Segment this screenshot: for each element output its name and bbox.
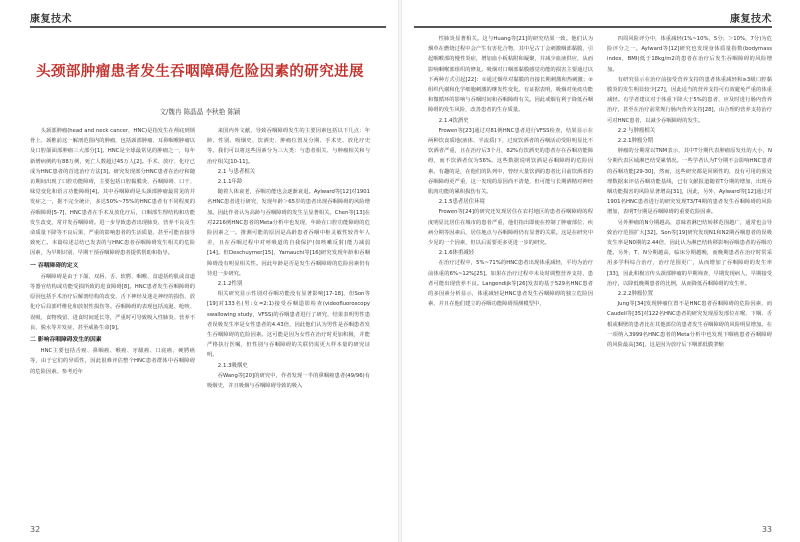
sub-subsection-heading: 2.2.2肿瘤位置 <box>617 291 654 298</box>
paragraph: 吞Wang等[20]的研究中，作者发现一半的鼻咽癌患者(49/96)有吸烟史，并且吸烟与吞咽障碍导致的吸入 <box>207 372 370 390</box>
subsection-heading: 2.1 与患者相关 <box>217 168 256 175</box>
page-gutter <box>398 0 402 542</box>
sub-subsection-heading: 2.1.1年龄 <box>217 179 243 186</box>
sub-subsection-heading: 2.1.4饮酒史 <box>438 117 469 124</box>
article-title: 头颈部肿瘤患者发生吞咽障碍危险因素的研究进展 <box>36 64 364 80</box>
paragraph: 来国内外文献，导致吞咽障碍发生的主要因素包括以下几点：年龄、性别、吸烟史、饮酒史、肿瘤位置及分期、手术史、放化疗史等。我们可以将这些因素分为三大类：与患者相关、与肿瘤相关和与治疗相关[10-11]。 <box>207 128 370 165</box>
text-column-right-1 <box>428 34 593 510</box>
paragraph: HNC主要包括舌癌、鼻咽癌、喉癌、牙龈癌、口底癌、硬腭癌等，由于它们的异质性，因此很难评估整个HNC患者群体中吞咽障碍的危险因素。参考近年 <box>30 348 195 375</box>
paragraph: Frowen等[24]的研究还发现居住在农村地区的患者吞咽障碍的程度明显比居住在城市的患者严重，他们指出即使在控制了肿瘤部位、疾病分期等因素后，居住地点与吞咽障碍仍有显著的关联。这是在研究中少见的一个因素，但以后需要更多更进一步的研究。 <box>428 209 593 247</box>
paragraph: 另外肿瘤的N分期越高，意味着淋巴结转移范围越广，通常也会导致治疗范围扩大[32]。Son等[19]研究发现N1和N2期吞咽患者的误吸发生率是N0期的2.44倍，因此认为淋巴结转移影响吞咽患者的吞咽功能。另外，T、N分期越高，临床分期越晚，而晚期患者在治疗时常采用多学科综合治疗，治疗范围更广，从而增加了吞咽障碍的发生率[33]，因此积极宣传头颈部肿瘤的早期筛查，早期发现病人，早期接受治疗，以降低晚期患者的比例，从而降低吞咽障碍的发生率。 <box>607 219 772 287</box>
section-heading: 二 影响吞咽障碍发生的因素 <box>30 337 102 344</box>
page-right <box>400 0 800 542</box>
page-number-right: 33 <box>761 525 772 534</box>
article-authors: 文/魏冉 陈晶晶 李秋艳 陈颖 <box>159 108 241 116</box>
paragraph: 有研究显示在治疗前接受营养支持的患者体重减轻和≥3级口腔黏膜炎的发生明显较少[27]，因此适当的营养支持可有效避免严重的体重减轻。有学者建议对于体重下降大于5%的患者，应及时进行肠内营养治疗，甚至在治疗前常规行肠内营养支持[28]，由合理的营养支持治疗可对HNC患者，以减少吞咽障碍的发生。 <box>607 76 772 124</box>
paragraph: 随着人体衰老，吞咽功能也会逐渐衰退。Aylward等[12]对1901名HNC患者进行研究，发现年龄＞65岁的患者出现吞咽障碍的风险增加。因此作者认为高龄与吞咽障碍的发生呈显著相关。Chen等[13]在对2216例HNC患者的Meta分析中也发现，年龄在口腔功能障碍的危险因素之一。推测可能的原因是高龄患者吞咽中枢灵敏性较青年人差，且在吞咽过程中对呼吸道的自我保护(如咳嗽反射)能力减弱[14]。但Deschuymer[15]、Yamauchi等[16]研究发现年龄和吞咽障碍没有明显相关性。因此年龄是否是发生吞咽障碍的危险因素仍有待进一步研究。 <box>207 189 370 277</box>
text-column-right-2 <box>607 34 772 510</box>
sub-subsection-heading: 2.1.6体重减轻 <box>438 250 475 257</box>
sub-subsection-heading: 2.1.2性别 <box>217 281 243 288</box>
text-column-left-2 <box>207 126 370 510</box>
section-heading: 一 吞咽障碍的定义 <box>30 262 79 269</box>
paragraph: 相关研究显示性别对吞咽功能没有显著影响[17-18]，但Son等[19]对133名(男:女=2:1)接受吞咽造影检查(videofluoroscopy swallowing study，VFSS)的吞咽患者进行了研究，结果表明男性患者误吸发生率是女性患者的4.43倍，因此他们认为男性是吞咽患者发生吞咽障碍的危险因素。这可能是因为女性在治疗时更加积极，并能严格执行医嘱，但性别与吞咽障碍的关联仍需更大样本量的研究证明。 <box>207 291 370 359</box>
paragraph: 在治疗过程中，5%~71%的HNC患者出现体重减轻，平均为治疗前体重的6%~12%[25]。如果在治疗过程中未及时调整营养支持，患者可能出现营养不良。Langendijk等[26]发表的基于529名HNC患者的多因素分析显示，体重减轻是HNC患者发生吞咽障碍的独立危险因素，并且在他们建立的吞咽功能障碍预测模型中， <box>428 260 593 308</box>
paragraph: 头颈部肿瘤(head and neck cancer，HNC)是指发生在颅底到锁骨上、颈椎前这一解剖范围内的肿瘤，包括颈部肿瘤、耳鼻咽喉肿瘤以及口腔颌面部肿瘤三大部分[1]。HNC是全球最常见的肿瘤之一，每年新增病例约有88万例，死亡人数超过45万人[2]。手术、放疗、化疗已成为HNC患者的首选治疗方法[3]。研究发现部分HNC患者在治疗和随访期间出现了口腔功能障碍，主要包括口腔黏膜炎、吞咽障碍、口干、味觉变化和语言功能障碍[4]。其中吞咽障碍是头颈部肿瘤最常见的并发症之一，据不完全统计，多达50%~75%的HNC患者有不同程度的吞咽障碍[5-7]，HNC患者在手术及放化疗后，口咽部生理结构和功能发生改变，常并发吞咽障碍。进一步导致患者出现肺炎、营养不良及生命质量下降等不良后果，严重的影响患者的生活质量，甚至可能直接导致死亡。本篇综述总结已发表的与HNC患者吞咽障碍发生相关的危险因素，为早期识别、早期干预吞咽障碍患者提供帮助和指导。 <box>30 128 195 257</box>
sub-subsection-heading: 2.2.1肿瘤分期 <box>617 138 654 145</box>
paragraph: 性肺炎显著相关。这与Huang等[21]的研究结果一致。他们认为烟草在燃烧过程中会产生有害化合物，其中尼古丁会刺激咽部黏膜，引起咽喉部的慢性炎症，增加血小板粘附和凝聚，并减少血液供应，从而影响咽喉部组织的修复。吸烟对口咽部黏膜感觉功能的损害主要通过以下两种方式引起[22]：①通过烟草对黏膜的直接长期刺激和热刺激；②组织代谢和化学细胞刺激的继发性变化。有证据表明，吸烟对免疫功能和微循环的影响与吞咽时间和吞咽障碍有关。因此戒烟有利于降低吞咽障碍的发生风险，改善患者的生存质量。 <box>428 36 593 114</box>
sub-subsection-heading: 2.1.3吸烟史 <box>217 362 248 369</box>
sub-subsection-heading: 2.1.5患者居住环境 <box>438 199 485 206</box>
paragraph: Jung等[34]发现肿瘤位置不是HNC患者吞咽障碍的危险因素，而Caudell等[35]对122名HNC患者的研究发现原发部位在喉、下咽、舌根或咽壁的患者比在其他部位的患者发生吞咽障碍的风险明显增加。在一项纳入3999名HNC患者的Meta分析中也发现下咽癌患者吞咽障碍的风险最高[36]，这是因为放疗后下咽部低膜挛缩 <box>607 301 772 349</box>
journal-section-header: 康复技术 <box>30 14 72 25</box>
paragraph: 肿瘤的分期常以TNM表示，其中T分期代表肿瘤原发灶的大小，N分期代表区域淋巴结受累情况。一些学者认为T分期不会影响HNC患者的吞咽功能[29-30]，然而，这些研究都是回顾性的，没有可用的预处理数据来评估吞咽功能基线，已有文献报道随着T分期的增加，出现吞咽功能损害的风险显著增高[31]，因此，另外，Aylward等[12]通过对1901名HNC患者进行的研究发现T3/T4期的患者发生吞咽障碍的风险增加，表明T分期是吞咽障碍的重要危险因素。 <box>607 148 772 216</box>
paragraph: Frowen等[23]通过对81例HNC患者进行VFSS检查，结果显示在两种饮食质地(液体、半流质)下，过度饮酒者的吞咽活动受阻明显比不饮酒者严重，且在治疗后3个月，82%有饮酒史的患者存在吞咽功能障碍，而不饮酒者仅为56%。这些数据说明饮酒是吞咽障碍的危险因素。有趣的是，在他们的队列中，曾经大量饮酒的患者比目前饮酒者的吞咽障碍更严重，这一发现的原因尚不清楚，但可能与长期酒精对神经肌肉功能的累积损伤有关。 <box>428 127 593 196</box>
journal-section-header-right: 康复技术 <box>730 14 772 25</box>
page-number-left: 32 <box>30 525 41 534</box>
header-rule-right <box>414 26 772 28</box>
paragraph: 吞咽障碍是由于下颌、双唇、舌、软腭、咽喉、食道括约肌或食道等器官结构或功能受损所致的进食障碍[8]。HNC患者发生吞咽障碍的原因包括手术治疗后解剖结构的改变、舌下神经及迷走神经的损伤、放化疗后局部纤维化和放射性损伤等。吞咽障碍的表现包括流涎、呛咳、误吸、食物残留、进食时间延长等，严重时可导致吸入性肺炎、营养不良、脱水等并发症，甚至威胁生命[9]。 <box>30 273 195 331</box>
text-column-left-1 <box>30 126 195 510</box>
paragraph: 四周风险评分中，体重减轻(1%~10%，5分；＞10%，7分)为危险评分之一。Aylward等[12]研究也发现身体质量指数(bodymass index，BMI)低于18kg/m2的患者在治疗后发生吞咽障碍的风险增加。 <box>607 36 772 73</box>
subsection-heading: 2.2 与肿瘤相关 <box>617 127 656 134</box>
header-rule <box>30 26 386 28</box>
